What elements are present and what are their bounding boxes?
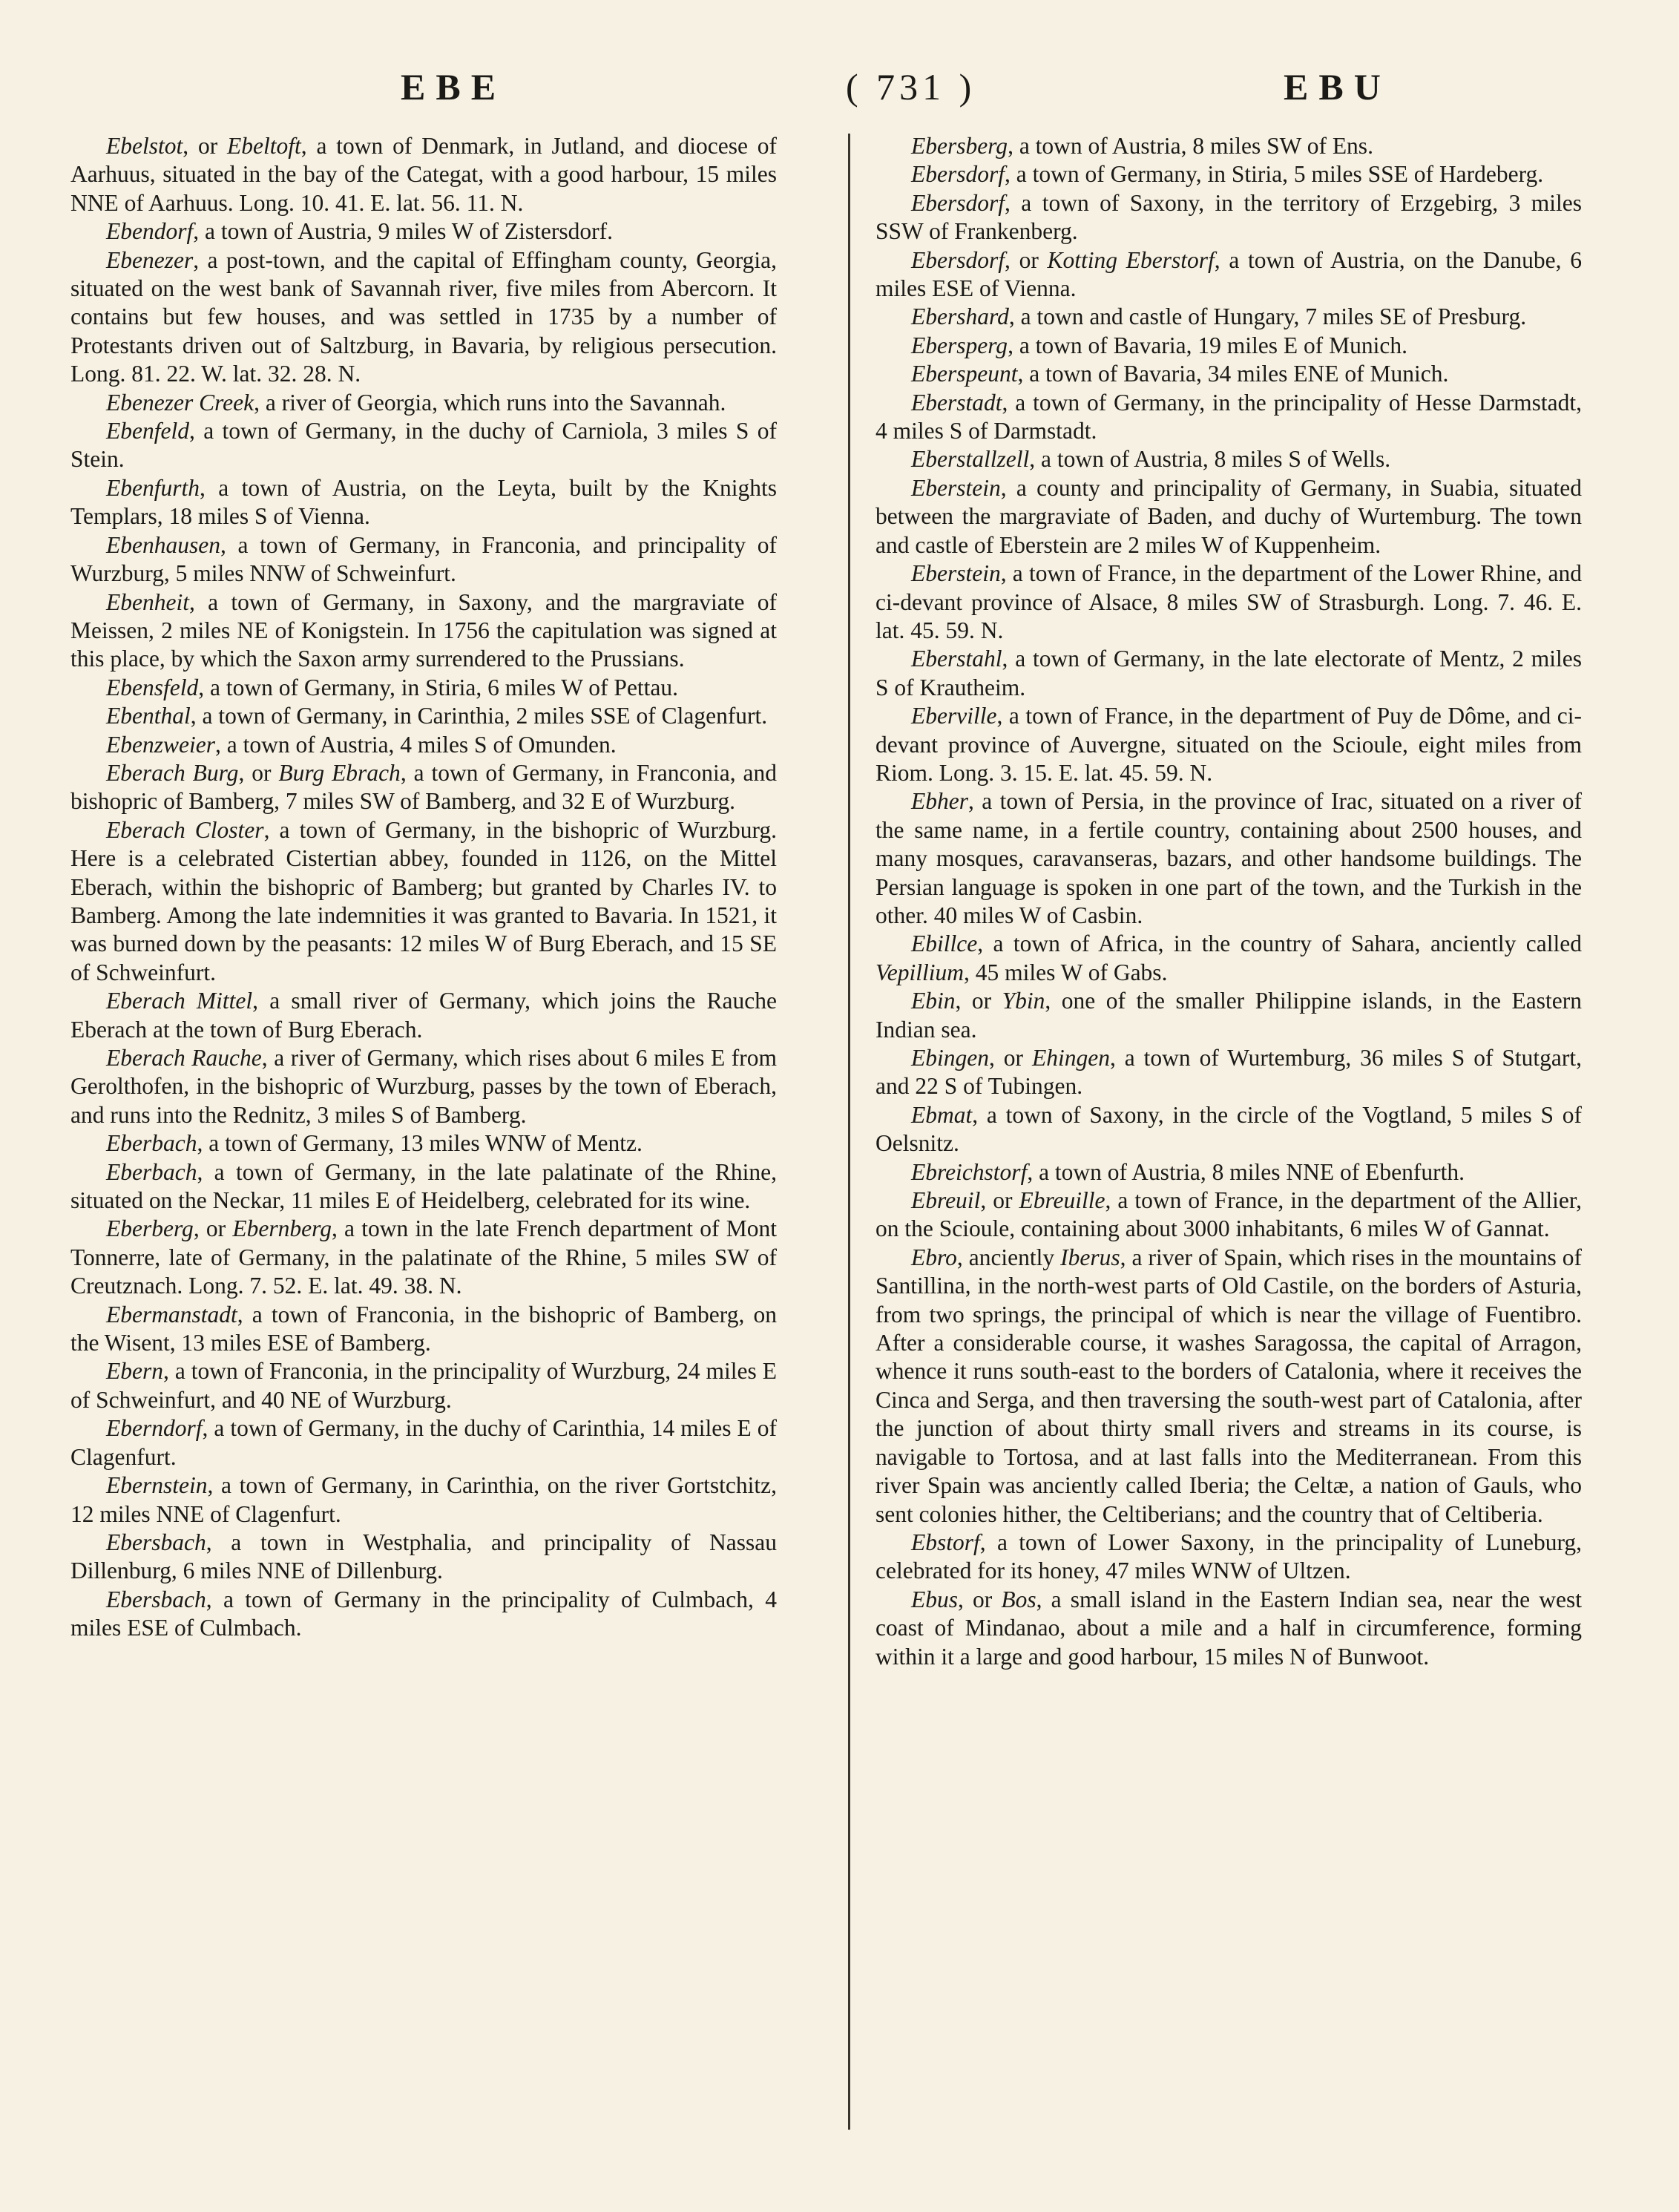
entry-description: , a town of Germany, in Franconia, and bishopric of Bamberg, 7 miles SW of Bamberg, and 32 E of Wurzburg.	[70, 759, 777, 815]
entry-connector: , a town of Africa, in the country of Sahara, anciently called	[977, 931, 1582, 957]
gazetteer-entry	[875, 559, 1582, 645]
entry-description: , one of the smaller Philippine islands, in the Eastern Indian sea.	[875, 988, 1582, 1043]
gazetteer-entry	[70, 987, 777, 1044]
entry-alt-name: Ybin	[1002, 988, 1045, 1014]
left-column	[70, 132, 777, 1643]
entry-term: Ebenezer Creek	[106, 389, 254, 416]
entry-term: Ebenthal	[106, 703, 191, 729]
entry-description: , a town in Westphalia, and principality of Nassau Dillenburg, 6 miles NNE of Dillenburg.	[70, 1529, 777, 1584]
entry-term: Ebermanstadt	[106, 1301, 237, 1327]
gazetteer-entry	[875, 1187, 1582, 1244]
entry-description: , a town of Germany, in the principality of Hesse Darmstadt, 4 miles S of Darmstadt.	[875, 389, 1582, 444]
entry-term: Ebenezer	[106, 246, 194, 273]
gazetteer-entry	[70, 816, 777, 987]
entry-alt-name: Bos	[1001, 1586, 1036, 1612]
gazetteer-entry	[875, 1044, 1582, 1101]
gazetteer-entry	[875, 1158, 1582, 1187]
gazetteer-entry	[70, 217, 777, 246]
entry-description: , a town of Germany, in Saxony, and the margraviate of Meissen, 2 miles NE of Konigstein. In 1756 the capitulation was signed at this place, by which the Saxon army surrendered to the Prussians.	[70, 588, 777, 672]
entry-description: , a town of Austria, 4 miles S of Omunden.	[214, 731, 617, 758]
entry-description: , a town of Germany in the principality of Culmbach, 4 miles ESE of Culmbach.	[70, 1586, 777, 1641]
entry-connector: , anciently	[956, 1244, 1061, 1270]
entry-term: Ebingen	[911, 1045, 989, 1071]
entry-description: , a town of Germany, in the late electorate of Mentz, 2 miles S of Krautheim.	[875, 646, 1582, 700]
gazetteer-entry	[875, 1101, 1582, 1158]
entry-description: , a river of Germany, which rises about 6 miles E from Gerolthofen, in the bishopric of Wurzburg, passes by the town of Eberach, and runs into the Rednitz, 3 miles S of Bamberg.	[70, 1045, 778, 1128]
gazetteer-entry	[875, 987, 1582, 1044]
entry-description: , a town of Germany, in the bishopric of Wurzburg. Here is a celebrated Cistertian abbey, founded in 1126, on the Mittel Eberach, within the bishopric of Bamberg; but granted by Charles IV. to Bamberg. Among the late indemnities it was granted to Bavaria. In 1521, it was burned down by the peasants: 12 miles W of Burg Eberach, and 15 SE of Schweinfurt.	[70, 816, 777, 985]
entry-term: Eberspeunt	[911, 361, 1018, 387]
entry-description: , a small river of Germany, which joins the Rauche Eberach at the town of Burg Eberach.	[70, 988, 777, 1043]
column-divider	[848, 134, 850, 2130]
entry-term: Ebenfeld	[106, 418, 189, 444]
gazetteer-entry	[875, 474, 1582, 559]
entry-term: Ebershard	[911, 303, 1009, 330]
entry-alt-name: Iberus	[1060, 1244, 1120, 1270]
gazetteer-entry	[875, 787, 1582, 930]
entry-term: Ebenhausen	[106, 531, 220, 558]
gazetteer-entry	[70, 1357, 777, 1414]
entry-description: , a town and castle of Hungary, 7 miles SE of Presburg.	[1008, 303, 1527, 330]
entry-description: , a town of Austria, 8 miles NNE of Ebenfurth.	[1027, 1158, 1465, 1185]
entry-description: , a town of Austria, 8 miles SW of Ens.	[1008, 133, 1373, 159]
entry-term: Eberstein	[911, 474, 1001, 501]
entry-term: Ebern	[106, 1358, 163, 1385]
entry-term: Ebelstot	[106, 133, 183, 159]
entry-description: , a town of Lower Saxony, in the principality of Luneburg, celebrated for its honey, 47 miles WNW of Ultzen.	[875, 1529, 1582, 1584]
right-column	[875, 132, 1582, 1671]
gazetteer-entry	[70, 1586, 777, 1643]
entry-description: , a town of France, in the department of Puy de Dôme, and ci-devant province of Auvergne, situated on the Scioule, eight miles from Riom. Long. 3. 15. E. lat. 45. 59. N.	[875, 703, 1582, 786]
entry-connector: , or	[958, 1586, 1002, 1612]
gazetteer-entry	[875, 702, 1582, 787]
entry-term: Ebenheit	[106, 588, 189, 615]
entry-description: , a town of Germany, in Stiria, 6 miles W of Pettau.	[198, 674, 679, 700]
gazetteer-entry	[875, 389, 1582, 446]
entry-description: , a town of Austria, 8 miles S of Wells.	[1029, 446, 1391, 473]
entry-description: , a town of Germany, in Franconia, and principality of Wurzburg, 5 miles NNW of Schweinfurt.	[70, 531, 777, 587]
running-head-right: EBU	[1284, 66, 1391, 108]
gazetteer-entry	[875, 360, 1582, 388]
entry-term: Ebro	[911, 1244, 957, 1270]
entry-term: Eberstadt	[911, 389, 1002, 416]
entry-description: , a town of Austria, 9 miles W of Zistersdorf.	[193, 218, 613, 245]
entry-connector: , or	[1005, 246, 1048, 273]
gazetteer-entry	[70, 389, 777, 417]
entry-description: , a town of Wurtemburg, 36 miles S of Stutgart, and 22 S of Tubingen.	[875, 1045, 1582, 1100]
entry-connector: , or	[980, 1187, 1019, 1214]
entry-connector: , or	[193, 1215, 233, 1242]
entry-alt-name: Kotting Eberstorf	[1047, 246, 1215, 273]
entry-description: , a county and principality of Germany, in Suabia, situated between the margraviate of Baden, and duchy of Wurtemburg. The town and castle of Eberstein are 2 miles W of Kuppenheim.	[875, 474, 1582, 558]
entry-term: Ebersdorf	[911, 161, 1005, 188]
entry-description: , a town of Germany, 13 miles WNW of Mentz.	[197, 1130, 643, 1157]
entry-term: Ebersdorf	[911, 189, 1005, 216]
entry-description: , a town of France, in the department of the Lower Rhine, and ci-devant province of Alsace, 8 miles SW of Strasburgh. Long. 7. 46. E. lat. 45. 59. N.	[875, 560, 1582, 643]
entry-description: , a town of Franconia, in the principality of Wurzburg, 24 miles E of Schweinfurt, and 40 NE of Wurzburg.	[70, 1358, 777, 1413]
gazetteer-entry	[70, 1471, 777, 1529]
entry-term: Eberstein	[911, 560, 1001, 587]
gazetteer-entry	[70, 1529, 777, 1586]
gazetteer-entry	[70, 1414, 777, 1471]
entry-term: Ebersbach	[106, 1529, 206, 1555]
entry-description: , a town of Persia, in the province of Irac, situated on a river of the same name, in a fertile country, containing about 2500 houses, and many mosques, caravanseras, bazars, and other handsome buildings. The Persian language is spoken in one part of the town, and the Turkish in the other. 40 miles W of Casbin.	[875, 788, 1582, 928]
gazetteer-entry	[70, 702, 777, 730]
entry-term: Eberstallzell	[911, 446, 1030, 473]
gazetteer-entry	[875, 246, 1582, 303]
entry-description: , a town in the late French department of Mont Tonnerre, late of Germany, in the palatinate of the Rhine, 5 miles SW of Creutznach. Long. 7. 52. E. lat. 49. 38. N.	[70, 1215, 777, 1299]
entry-term: Eberstahl	[911, 646, 1002, 672]
entry-term: Eberach Burg	[106, 759, 239, 786]
entry-term: Ebersbach	[106, 1586, 206, 1612]
entry-term: Ebersberg	[911, 133, 1008, 159]
running-head-left: EBE	[401, 66, 507, 108]
gazetteer-entry	[70, 1129, 777, 1158]
gazetteer-entry	[875, 332, 1582, 360]
entry-term: Eberbach	[106, 1158, 197, 1185]
gazetteer-entry	[875, 303, 1582, 331]
gazetteer-entry	[875, 1529, 1582, 1586]
entry-term: Ebillce	[911, 931, 978, 957]
gazetteer-entry	[70, 1215, 777, 1300]
entry-connector: , or	[955, 988, 1002, 1014]
entry-alt-name: Ebreuille	[1019, 1187, 1105, 1214]
entry-description: , 45 miles W of Gabs.	[964, 959, 1168, 985]
entry-description: , a town of Bavaria, 34 miles ENE of Munich.	[1017, 361, 1449, 387]
entry-term: Ebernstein	[106, 1472, 208, 1499]
entry-description: , a town of Germany, in Carinthia, 2 miles SSE of Clagenfurt.	[190, 703, 768, 729]
entry-alt-name: Vepillium	[875, 959, 964, 985]
entry-alt-name: Ebernberg	[232, 1215, 332, 1242]
gazetteer-entry	[875, 189, 1582, 246]
entry-description: , a town of France, in the department of the Allier, on the Scioule, containing about 3000 inhabitants, 6 miles W of Gannat.	[875, 1187, 1583, 1242]
entry-term: Ebersdorf	[911, 246, 1005, 273]
entry-term: Eberach Rauche	[106, 1045, 262, 1071]
entry-description: , a small island in the Eastern Indian sea, near the west coast of Mindanao, about a mile and a half in circumference, forming within it a large and good harbour, 15 miles N of Bunwoot.	[875, 1586, 1582, 1670]
entry-term: Ebstorf	[911, 1529, 980, 1555]
entry-description: , a town of Austria, on the Leyta, built by the Knights Templars, 18 miles S of Vienna.	[70, 474, 777, 530]
gazetteer-entry	[70, 531, 777, 588]
entry-term: Ebher	[911, 788, 968, 815]
entry-term: Eberberg	[106, 1215, 194, 1242]
entry-alt-name: Burg Ebrach	[278, 759, 401, 786]
entry-description: , a town of Germany, in the late palatinate of the Rhine, situated on the Neckar, 11 miles E of Heidelberg, celebrated for its wine.	[70, 1158, 777, 1214]
page-header	[111, 65, 1565, 117]
gazetteer-entry	[70, 588, 777, 674]
entry-description: , a town of Germany, in the duchy of Carinthia, 14 miles E of Clagenfurt.	[70, 1415, 777, 1470]
gazetteer-entry	[70, 1158, 777, 1215]
page-number: ( 731 )	[846, 66, 976, 108]
entry-description: , a town of Franconia, in the bishopric of Bamberg, on the Wisent, 13 miles ESE of Bamberg.	[70, 1301, 777, 1356]
gazetteer-entry	[70, 731, 777, 759]
entry-description: , a post-town, and the capital of Effingham county, Georgia, situated on the west bank of Savannah river, five miles from Abercorn. It contains but few houses, and was settled in 1735 by a number of Protestants driven out of Saltzburg, in Bavaria, by religious persecution. Long. 81. 22. W. lat. 32. 28. N.	[70, 246, 777, 387]
gazetteer-entry	[70, 759, 777, 816]
entry-term: Eberville	[911, 703, 997, 729]
entry-term: Ebus	[911, 1586, 958, 1612]
entry-description: , a town of Germany, in the duchy of Carniola, 3 miles S of Stein.	[70, 418, 777, 473]
entry-connector: , or	[183, 133, 228, 159]
entry-term: Ebreuil	[911, 1187, 981, 1214]
entry-term: Ebin	[911, 988, 956, 1014]
entry-term: Ebendorf	[106, 218, 194, 245]
entry-description: , a river of Spain, which rises in the mountains of Santillina, in the north-west parts of Old Castile, on the borders of Asturia, from two springs, the principal of which is near the village of Fuentibro. After a considerable course, it washes Saragossa, the capital of Arragon, whence it runs south-east to the borders of Catalonia, where it receives the Cinca and Serga, and then traversing the south-west part of Catalonia, after the junction of about thirty small rivers and streams in its course, is navigable to Tortosa, and at last falls into the Mediterranean. From this river Spain was anciently called Iberia; the Celtæ, a nation of Gauls, who sent colonies hither, the Celtiberians; and the country that of Celtiberia.	[875, 1244, 1582, 1527]
entry-description: , a town of Denmark, in Jutland, and diocese of Aarhuus, situated in the bay of the Categat, with a good harbour, 15 miles NNE of Aarhuus. Long. 10. 41. E. lat. 56. 11. N.	[70, 133, 778, 216]
gazetteer-entry	[70, 1301, 777, 1358]
entry-term: Ebenzweier	[106, 731, 215, 758]
gazetteer-entry	[70, 246, 777, 389]
entry-term: Eberach Closter	[106, 816, 264, 843]
entry-term: Ebreichstorf	[911, 1158, 1028, 1185]
gazetteer-entry	[70, 132, 777, 217]
entry-term: Eberbach	[106, 1130, 197, 1157]
gazetteer-entry	[70, 1044, 777, 1129]
entry-term: Ebmat	[911, 1101, 973, 1128]
entry-description: , a river of Georgia, which runs into the Savannah.	[254, 389, 726, 416]
gazetteer-entry	[70, 674, 777, 702]
entry-description: , a town of Bavaria, 19 miles E of Munich.	[1008, 332, 1407, 358]
entry-alt-name: Ehingen	[1031, 1045, 1110, 1071]
entry-term: Ebersperg	[911, 332, 1008, 358]
entry-description: , a town of Germany, in Carinthia, on the river Gortstchitz, 12 miles NNE of Clagenfurt.	[70, 1472, 777, 1527]
entry-description: , a town of Saxony, in the territory of Erzgebirg, 3 miles SSW of Frankenberg.	[875, 189, 1582, 245]
gazetteer-entry	[875, 645, 1582, 702]
gazetteer-entry	[875, 1586, 1582, 1671]
entry-term: Ebensfeld	[106, 674, 199, 700]
gazetteer-entry	[875, 1244, 1582, 1529]
gazetteer-entry	[875, 445, 1582, 473]
gazetteer-entry	[875, 160, 1582, 188]
entry-description: , a town of Austria, on the Danube, 6 miles ESE of Vienna.	[875, 246, 1582, 302]
gazetteer-entry	[875, 930, 1582, 987]
entry-connector: , or	[238, 759, 279, 786]
entry-connector: , or	[988, 1045, 1032, 1071]
entry-alt-name: Ebeltoft	[227, 133, 301, 159]
gazetteer-entry	[70, 417, 777, 474]
entry-term: Ebenfurth	[106, 474, 200, 501]
gazetteer-entry	[70, 474, 777, 531]
entry-description: , a town of Saxony, in the circle of the Vogtland, 5 miles S of Oelsnitz.	[875, 1101, 1582, 1157]
entry-term: Eberndorf	[106, 1415, 203, 1442]
entry-description: , a town of Germany, in Stiria, 5 miles SSE of Hardeberg.	[1005, 161, 1544, 188]
entry-term: Eberach Mittel	[106, 988, 253, 1014]
gazetteer-entry	[875, 132, 1582, 160]
